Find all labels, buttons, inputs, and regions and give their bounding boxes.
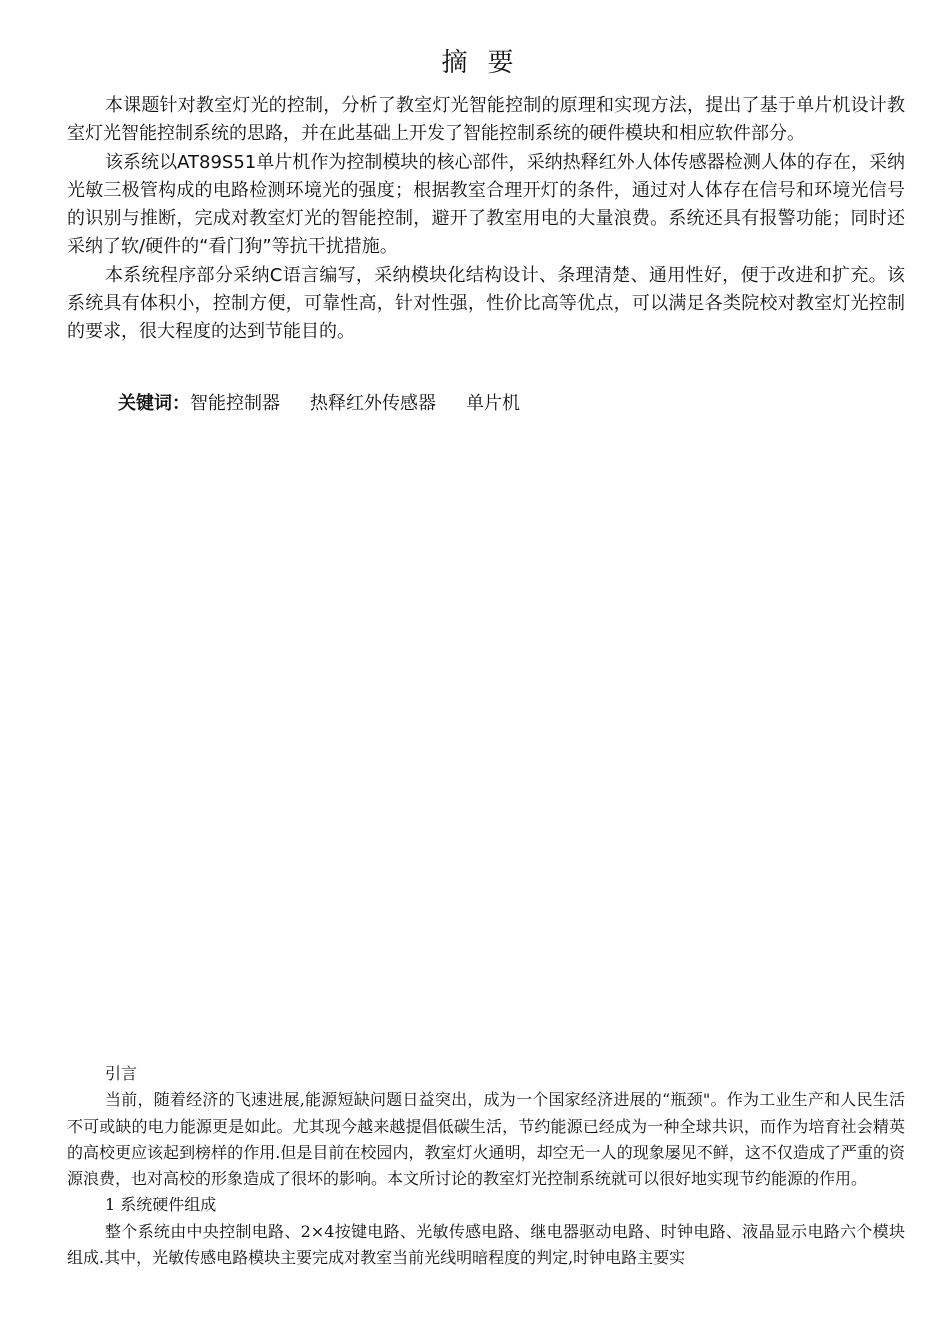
intro-heading: 引言 [105,1064,138,1083]
abstract-paragraph-1: 本课题针对教室灯光的控制，分析了教室灯光智能控制的原理和实现方法，提出了基于单片机设计教室灯光智能控制系统的思路，并在此基础上开发了智能控制系统的硬件模块和相应软件部分。 [67,95,905,145]
keyword-3: 单片机 [466,393,520,414]
abstract-paragraph-2: 该系统以AT89S51单片机作为控制模块的核心部件，采纳热释红外人体传感器检测人体的存在，采纳光敏三极管构成的电路检测环境光的强度；根据教室合理开灯的条件，通过对人体存在信号和环境光信号的识别与推断，完成对教室灯光的智能控制，避开了教室用电的大量浪费。系统还具有报警功能；同时还采纳了软/硬件的“看门狗”等抗干扰措施。 [67,151,905,258]
intro-paragraph: 当前，随着经济的飞速进展,能源短缺问题日益突出，成为一个国家经济进展的“瓶颈"。作为工业生产和人民生活不可或缺的电力能源更是如此。尤其现今越来越提倡低碳生活，节约能源已经成为一种全球共识，而作为培育社会精英的高校更应该起到榜样的作用.但是目前在校园内，教室灯火通明，却空无一人的现象屡见不鲜，这不仅造成了严重的资源浪费，也对高校的形象造成了很坏的影响。本文所讨论的教室灯光控制系统就可以很好地实现节约能源的作用。 [67,1090,905,1189]
abstract-title: 摘要 [441,48,534,78]
keywords-label: 关键词： [118,393,190,414]
abstract-body [67,92,905,347]
section-1-heading: 1 系统硬件组成 [105,1195,217,1215]
keyword-2: 热释红外传感器 [310,393,436,414]
keywords-line [118,390,550,418]
section-1-paragraph: 整个系统由中央控制电路、2×4按键电路、光敏传感电路、继电器驱动电路、时钟电路、液晶显示电路六个模块组成.其中，光敏传感电路模块主要完成对教室当前光线明暗程度的判定,时钟电路主要实 [67,1221,905,1268]
main-body [67,1061,905,1271]
abstract-paragraph-3: 本系统程序部分采纳C语言编写，采纳模块化结构设计、条理清楚、通用性好，便于改进和扩充。该系统具有体积小，控制方便，可靠性高，针对性强，性价比高等优点，可以满足各类院校对教室灯光控制的要求，很大程度的达到节能目的。 [67,264,905,343]
keyword-1: 智能控制器 [190,393,280,414]
